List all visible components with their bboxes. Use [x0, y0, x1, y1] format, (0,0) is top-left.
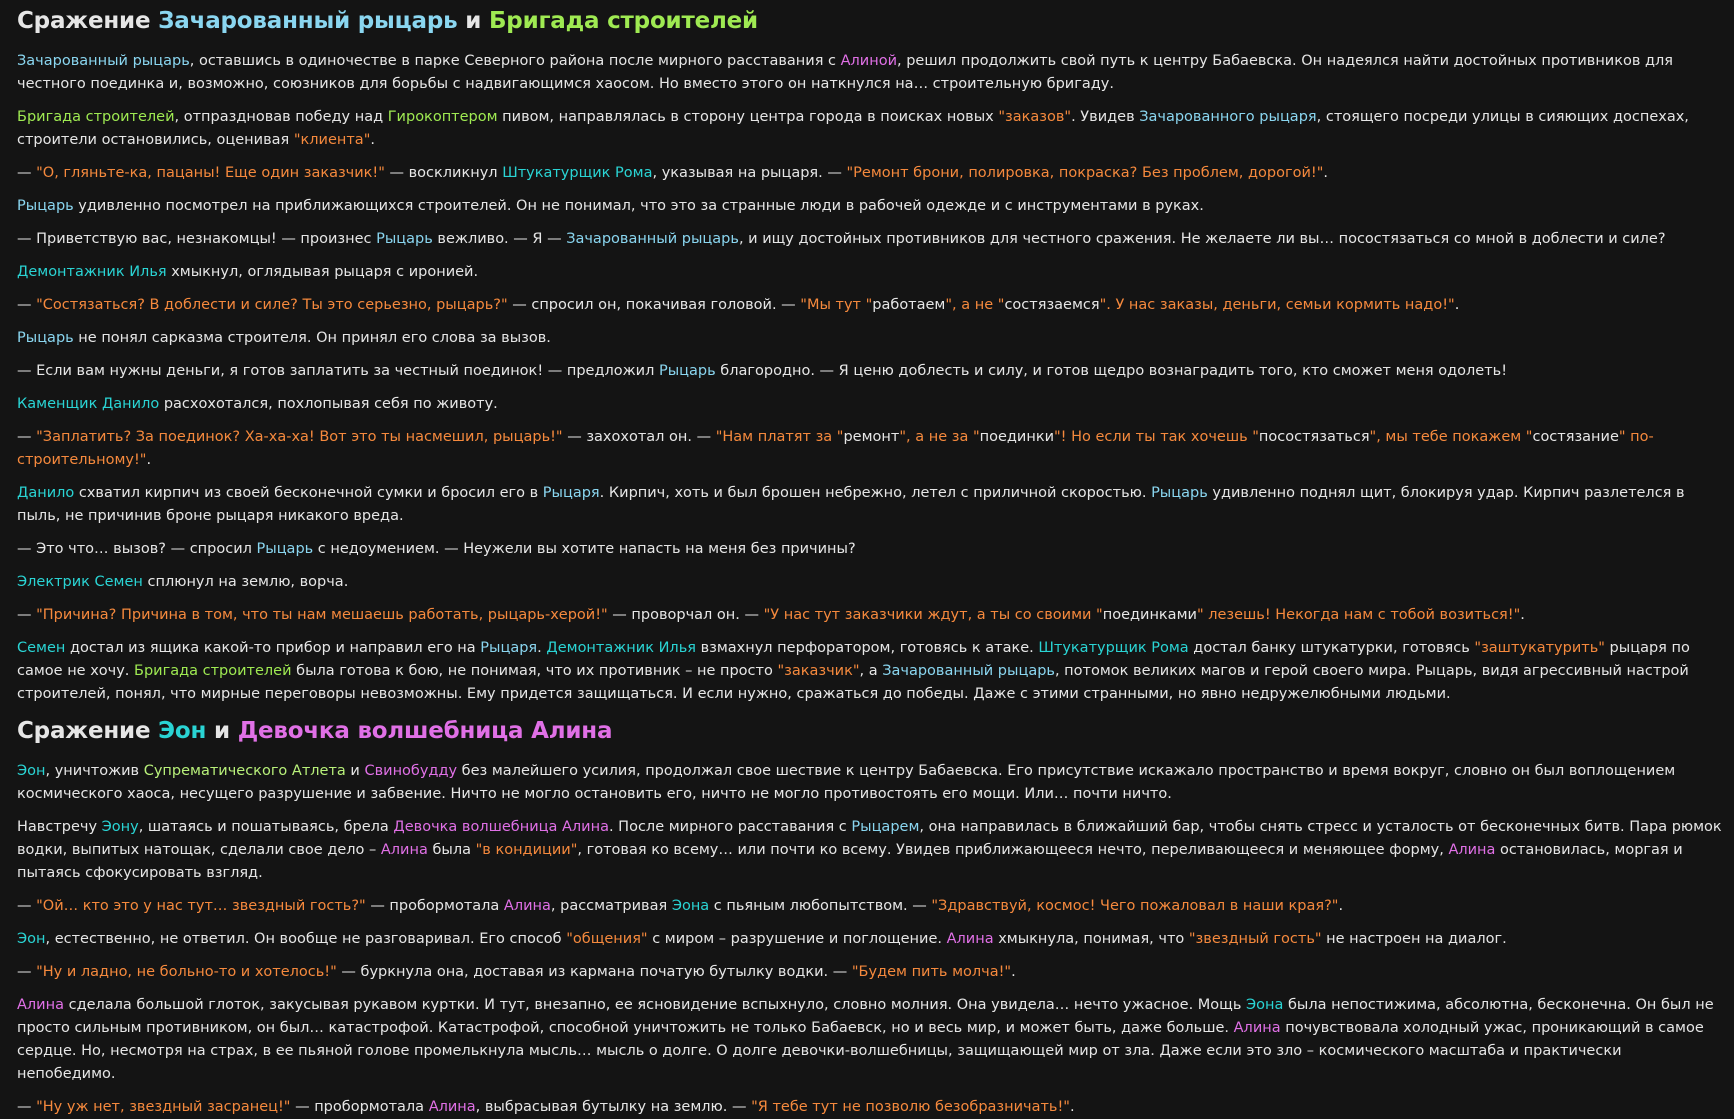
- text-run: — Приветствую вас, незнакомцы! — произнес: [17, 231, 377, 247]
- text-run: с пьяным любопытством. —: [709, 898, 932, 914]
- highlighted-text: "Ну и ладно, не больно-то и хотелось!": [36, 964, 337, 980]
- text-run: была непостижима, абсолютна, бесконечна. Он был не просто сильным противником, он был… катастрофой. Катастрофой, способной уничтожить не только Бабаевск, но и весь мир, и может быть, даже больше.: [17, 997, 1714, 1036]
- text-run: —: [17, 964, 37, 980]
- story-paragraph: [17, 294, 1724, 317]
- text-run: поединки: [979, 429, 1055, 445]
- highlighted-text: Электрик Семен: [17, 574, 143, 590]
- highlighted-text: Алина: [503, 898, 551, 914]
- text-run: Сражение: [17, 8, 159, 34]
- text-run: — захохотал он. —: [562, 429, 716, 445]
- text-run: .: [1454, 297, 1460, 313]
- highlighted-text: Рыцарь: [1151, 485, 1208, 501]
- text-run: . Кирпич, хоть и был брошен небрежно, летел с приличной скоростью.: [599, 485, 1152, 501]
- highlighted-text: Эон: [17, 763, 46, 779]
- text-run: работаем: [872, 297, 946, 313]
- text-run: , оставшись в одиночестве в парке Северного района после мирного расставания с: [189, 53, 841, 69]
- highlighted-text: Алина: [1233, 1020, 1281, 1036]
- highlighted-text: " по-строительному!": [17, 429, 1654, 468]
- text-run: — буркнула она, доставая из кармана початую бутылку водки. —: [336, 964, 852, 980]
- highlighted-text: Рыцаря: [480, 640, 538, 656]
- highlighted-text: Эона: [671, 898, 710, 914]
- text-run: , она направилась в ближайший бар, чтобы снять стресс и усталость от бесконечных битв. Пара рюмок водки, выпитых натощак, сделали свое дело –: [17, 819, 1722, 858]
- section-title: [17, 6, 1724, 36]
- text-run: — спросил он, покачивая головой. —: [507, 297, 801, 313]
- text-run: благородно. — Я ценю доблесть и силу, и готов щедро вознаградить того, кто сможет меня одолеть!: [715, 363, 1508, 379]
- highlighted-text: Зачарованный рыцарь: [17, 53, 190, 69]
- text-run: , потомок великих магов и герой своего мира. Рыцарь, видя агрессивный настрой строителей, понял, что мирные переговоры невозможны. Ему придется защищаться. И если нужно, сражаться до победы. Даже с этими странными, но явно недружелюбными людьми.: [17, 663, 1689, 702]
- text-run: — Это что… вызов? — спросил: [17, 541, 257, 557]
- text-run: —: [17, 898, 37, 914]
- text-run: взмахнул перфоратором, готовясь к атаке.: [695, 640, 1039, 656]
- highlighted-text: Алиной: [840, 53, 897, 69]
- text-run: , уничтожив: [45, 763, 144, 779]
- story-paragraph: [17, 50, 1724, 96]
- text-run: расхохотался, похлопывая себя по животу.: [159, 396, 498, 412]
- story-paragraph: [17, 261, 1724, 284]
- text-run: — проворчал он. —: [607, 607, 764, 623]
- story-paragraph: [17, 895, 1724, 918]
- text-run: посостязаться: [1258, 429, 1370, 445]
- highlighted-text: "Причина? Причина в том, что ты нам мешаешь работать, рыцарь-херой!": [36, 607, 608, 623]
- text-run: —: [17, 429, 37, 445]
- highlighted-text: "заказов": [998, 109, 1072, 125]
- highlighted-text: "Мы тут ": [800, 297, 873, 313]
- highlighted-text: Супрематического Атлета: [143, 763, 346, 779]
- text-run: Сражение: [17, 718, 159, 744]
- highlighted-text: "Заплатить? За поединок? Ха-ха-ха! Вот это ты насмешил, рыцарь!": [36, 429, 563, 445]
- text-run: и: [206, 718, 238, 744]
- highlighted-text: Рыцарь: [376, 231, 433, 247]
- text-run: — Если вам нужны деньги, я готов заплатить за честный поединок! — предложил: [17, 363, 659, 379]
- highlighted-text: "клиента": [293, 132, 371, 148]
- highlighted-text: Зачарованный рыцарь: [158, 8, 458, 34]
- text-run: остановилась, моргая и пытаясь сфокусировать взгляд.: [17, 842, 1683, 881]
- highlighted-text: "в кондиции": [475, 842, 578, 858]
- text-run: удивленно посмотрел на приближающихся строителей. Он не понимал, что это за странные люди в рабочей одежде и с инструментами в руках.: [73, 198, 1204, 214]
- highlighted-text: "Ну уж нет, звездный засранец!": [36, 1099, 291, 1115]
- text-run: , указывая на рыцаря. —: [652, 165, 847, 181]
- text-run: .: [146, 452, 152, 468]
- highlighted-text: "У нас тут заказчики ждут, а ты со своими ": [763, 607, 1103, 623]
- text-run: .: [537, 640, 547, 656]
- text-run: была готова к бою, не понимая, что их противник – не просто: [291, 663, 778, 679]
- text-run: — воскликнул: [384, 165, 503, 181]
- highlighted-text: Рыцарь: [17, 330, 74, 346]
- highlighted-text: "Нам платят за ": [715, 429, 844, 445]
- text-run: — пробормотала: [365, 898, 504, 914]
- text-run: не настроен на диалог.: [1321, 931, 1507, 947]
- highlighted-text: Эону: [101, 819, 139, 835]
- highlighted-text: "Будем пить молча!": [851, 964, 1012, 980]
- story-paragraph: [17, 162, 1724, 185]
- story-paragraph: [17, 106, 1724, 152]
- text-run: была: [427, 842, 476, 858]
- story-paragraph: [17, 327, 1724, 350]
- text-run: хмыкнул, оглядывая рыцаря с иронией.: [166, 264, 479, 280]
- highlighted-text: Эона: [1245, 997, 1284, 1013]
- highlighted-text: "звездный гость": [1188, 931, 1322, 947]
- text-run: . Увидев: [1071, 109, 1140, 125]
- highlighted-text: Рыцаря: [542, 485, 600, 501]
- highlighted-text: ", а не за ": [899, 429, 980, 445]
- text-run: сплюнул на землю, ворча.: [142, 574, 349, 590]
- highlighted-text: Семен: [17, 640, 66, 656]
- story-paragraph: [17, 482, 1724, 528]
- text-run: поединками: [1102, 607, 1197, 623]
- highlighted-text: Эон: [17, 931, 46, 947]
- highlighted-text: Демонтажник Илья: [546, 640, 696, 656]
- text-run: , стоящего посреди улицы в сияющих доспехах, строители остановились, оценивая: [17, 109, 1689, 148]
- text-run: пивом, направлялась в сторону центра города в поисках новых: [497, 109, 999, 125]
- story-paragraph: [17, 360, 1724, 383]
- text-run: рыцаря по самое не хочу.: [17, 640, 1690, 679]
- text-run: без малейшего усилия, продолжал свое шествие к центру Бабаевска. Его присутствие искажало пространство и время вокруг, словно он был воплощением космического хаоса, несущего разрушение и забвение. Ничто не могло остановить его, ничто не могло противостоять его мощи. Или… почти ничто.: [17, 763, 1676, 802]
- highlighted-text: Рыцарь: [658, 363, 716, 379]
- text-run: схватил кирпич из своей бесконечной сумки и бросил его в: [74, 485, 543, 501]
- highlighted-text: Демонтажник Илья: [17, 264, 167, 280]
- highlighted-text: " лезешь! Некогда нам с тобой возиться!": [1196, 607, 1521, 623]
- text-run: состязание: [1532, 429, 1619, 445]
- text-run: , готовая ко всему… или почти ко всему. Увидев приближающееся нечто, переливающееся и меняющее форму,: [577, 842, 1449, 858]
- highlighted-text: Эон: [158, 718, 207, 744]
- text-run: , рассматривая: [550, 898, 672, 914]
- text-run: и: [345, 763, 365, 779]
- highlighted-text: ", мы тебе покажем ": [1369, 429, 1533, 445]
- highlighted-text: Алина: [380, 842, 428, 858]
- text-run: вежливо. — Я —: [432, 231, 567, 247]
- story-paragraph: [17, 426, 1724, 472]
- highlighted-text: Алина: [17, 997, 64, 1013]
- highlighted-text: Бригада строителей: [488, 8, 758, 34]
- highlighted-text: Зачарованный рыцарь: [566, 231, 739, 247]
- text-run: достал из ящика какой-то прибор и направил его на: [65, 640, 481, 656]
- highlighted-text: Зачарованный рыцарь: [882, 663, 1055, 679]
- story-body: [17, 50, 1724, 706]
- story-paragraph: [17, 195, 1724, 218]
- text-run: .: [370, 132, 375, 148]
- text-run: хмыкнула, понимая, что: [993, 931, 1189, 947]
- text-run: , и ищу достойных противников для честного сражения. Не желаете ли вы… посостязаться со мной в доблести и силе?: [738, 231, 1666, 247]
- text-run: .: [1338, 898, 1344, 914]
- highlighted-text: "Ремонт брони, полировка, покраска? Без проблем, дорогой!": [846, 165, 1324, 181]
- highlighted-text: "Здравствуй, космос! Чего пожаловал в наши края?": [931, 898, 1339, 914]
- highlighted-text: "Состязаться? В доблести и силе? Ты это серьезно, рыцарь?": [36, 297, 508, 313]
- text-run: —: [17, 165, 37, 181]
- story-paragraph: [17, 961, 1724, 984]
- text-run: , решил продолжить свой путь к центру Бабаевска. Он надеялся найти достойных противников для честного поединка и, возможно, союзников для борьбы с надвигающимся хаосом. Но вместо этого он наткнулся на… строительную бригаду.: [17, 53, 1674, 92]
- highlighted-text: Рыцарь: [17, 198, 74, 214]
- text-run: .: [1520, 607, 1525, 623]
- highlighted-text: Гирокоптером: [387, 109, 498, 125]
- highlighted-text: Каменщик Данило: [17, 396, 160, 412]
- text-run: и: [457, 8, 489, 34]
- story-paragraph: [17, 571, 1724, 594]
- highlighted-text: "заштукатурить": [1474, 640, 1605, 656]
- story-body: [17, 760, 1724, 1119]
- story-paragraph: [17, 928, 1724, 951]
- text-run: .: [1323, 165, 1328, 181]
- text-run: Навстречу: [17, 819, 102, 835]
- highlighted-text: Алина: [428, 1099, 476, 1115]
- highlighted-text: "! Но если ты так хочешь ": [1054, 429, 1259, 445]
- text-run: с миром – разрушение и поглощение.: [647, 931, 947, 947]
- highlighted-text: Рыцарь: [256, 541, 314, 557]
- section-title: [17, 716, 1724, 746]
- story-paragraph: [17, 604, 1724, 627]
- text-run: состязаемся: [1004, 297, 1100, 313]
- highlighted-text: "общения": [566, 931, 648, 947]
- story-paragraph: [17, 538, 1724, 561]
- highlighted-text: "О, гляньте-ка, пацаны! Еще один заказчик!": [36, 165, 385, 181]
- story-paragraph: [17, 994, 1724, 1086]
- highlighted-text: Бригада строителей: [17, 109, 175, 125]
- highlighted-text: "Я тебе тут не позволю безобразничать!": [751, 1099, 1070, 1115]
- text-run: , шатаясь и пошатываясь, брела: [138, 819, 394, 835]
- text-run: почувствовала холодный ужас, проникающий в самое сердце. Но, несмотря на страх, в ее пьяной голове промелькнула мысль… мысль о долге. О долге девочки-волшебницы, защищающей мир от зла. Даже если это зло – космического масштаба и практически непобедимо.: [17, 1020, 1704, 1082]
- highlighted-text: Рыцарем: [851, 819, 920, 835]
- text-run: , отпраздновав победу над: [174, 109, 388, 125]
- text-run: . После мирного расставания с: [608, 819, 852, 835]
- text-run: , естественно, не ответил. Он вообще не разговаривал. Его способ: [45, 931, 567, 947]
- text-run: , а: [859, 663, 883, 679]
- story-paragraph: [17, 816, 1724, 885]
- text-run: .: [1011, 964, 1016, 980]
- story-paragraph: [17, 228, 1724, 251]
- text-run: —: [17, 297, 37, 313]
- text-run: —: [17, 607, 37, 623]
- highlighted-text: Девочка волшебница Алина: [393, 819, 609, 835]
- text-run: ремонт: [843, 429, 900, 445]
- highlighted-text: Свинобудду: [364, 763, 458, 779]
- text-run: удивленно поднял щит, блокируя удар. Кирпич разлетелся в пыль, не причинив броне рыцаря никакого вреда.: [17, 485, 1685, 524]
- text-run: не понял сарказма строителя. Он принял его слова за вызов.: [73, 330, 551, 346]
- highlighted-text: Штукатурщик Рома: [1038, 640, 1189, 656]
- highlighted-text: Алина: [946, 931, 994, 947]
- highlighted-text: "Ой… кто это у нас тут… звездный гость?": [36, 898, 366, 914]
- highlighted-text: Штукатурщик Рома: [502, 165, 653, 181]
- text-run: — пробормотала: [290, 1099, 429, 1115]
- text-run: достал банку штукатурки, готовясь: [1188, 640, 1475, 656]
- highlighted-text: ", а не ": [945, 297, 1005, 313]
- highlighted-text: "заказчик": [777, 663, 860, 679]
- text-run: , выбрасывая бутылку на землю. —: [475, 1099, 752, 1115]
- text-run: сделала большой глоток, закусывая рукавом куртки. И тут, внезапно, ее ясновидение вспыхнуло, словно молния. Она увидела… нечто ужасное. Мощь: [63, 997, 1246, 1013]
- story-paragraph: [17, 1096, 1724, 1119]
- highlighted-text: ". У нас заказы, деньги, семьи кормить надо!": [1099, 297, 1455, 313]
- highlighted-text: Данило: [17, 485, 75, 501]
- story-paragraph: [17, 393, 1724, 416]
- story-paragraph: [17, 760, 1724, 806]
- text-run: с недоумением. — Неужели вы хотите напасть на меня без причины?: [313, 541, 856, 557]
- highlighted-text: Девочка волшебница Алина: [237, 718, 613, 744]
- text-run: —: [17, 1099, 37, 1115]
- text-run: .: [1069, 1099, 1075, 1115]
- highlighted-text: Бригада строителей: [134, 663, 292, 679]
- highlighted-text: Зачарованного рыцаря: [1139, 109, 1317, 125]
- story-paragraph: [17, 637, 1724, 706]
- highlighted-text: Алина: [1448, 842, 1496, 858]
